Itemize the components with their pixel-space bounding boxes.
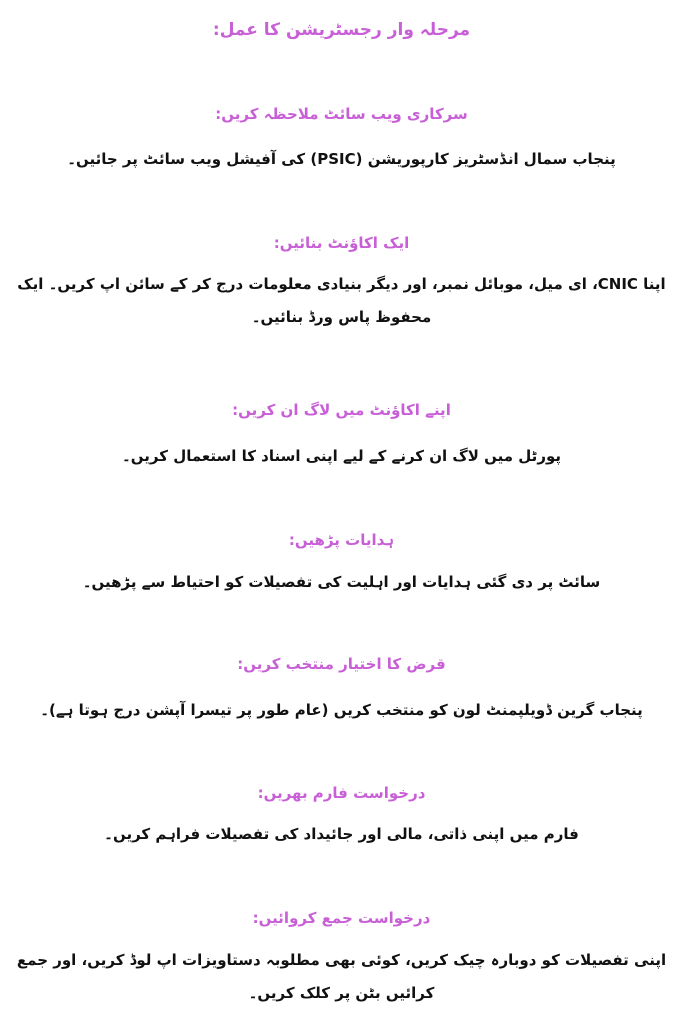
- page-title: مرحلہ وار رجسٹریشن کا عمل:: [212, 20, 471, 40]
- step-3-text: پورٹل میں لاگ ان کرنے کے لیے اپنی اسناد کا استعمال کریں۔: [122, 447, 561, 465]
- step-4-text: سائٹ پر دی گئی ہدایات اور اہلیت کی تفصیلات کو احتیاط سے پڑھیں۔: [82, 573, 601, 591]
- step-6-text: فارم میں اپنی ذاتی، مالی اور جائیداد کی تفصیلات فراہم کریں۔: [104, 825, 579, 843]
- step-7-heading: درخواست جمع کروائیں:: [252, 909, 431, 927]
- step-5-text: پنجاب گرین ڈویلپمنٹ لون کو منتخب کریں (عام طور پر تیسرا آپشن درج ہوتا ہے)۔: [40, 701, 643, 719]
- step-3-heading: اپنے اکاؤنٹ میں لاگ ان کریں:: [232, 401, 451, 419]
- step-4-heading: ہدایات پڑھیں:: [288, 531, 395, 549]
- step-7-text: اپنی تفصیلات کو دوبارہ چیک کریں، کوئی بھی مطلوبہ دستاویزات اپ لوڈ کریں، اور جمع کرائیں بٹن پر کلک کریں۔: [16, 951, 667, 1002]
- step-6-heading: درخواست فارم بھریں:: [257, 784, 426, 802]
- step-1-text: پنجاب سمال انڈسٹریز کارپوریشن (PSIC) کی آفیشل ویب سائٹ پر جائیں۔: [67, 150, 616, 168]
- step-5-heading: قرض کا اختیار منتخب کریں:: [237, 655, 446, 673]
- step-1-heading: سرکاری ویب سائٹ ملاحظہ کریں:: [215, 105, 468, 123]
- step-2-text: اپنا CNIC، ای میل، موبائل نمبر، اور دیگر بنیادی معلومات درج کر کے سائن اپ کریں۔ ایک محفوظ پاس ورڈ بنائیں۔: [17, 275, 666, 326]
- step-2-heading: ایک اکاؤنٹ بنائیں:: [273, 234, 410, 252]
